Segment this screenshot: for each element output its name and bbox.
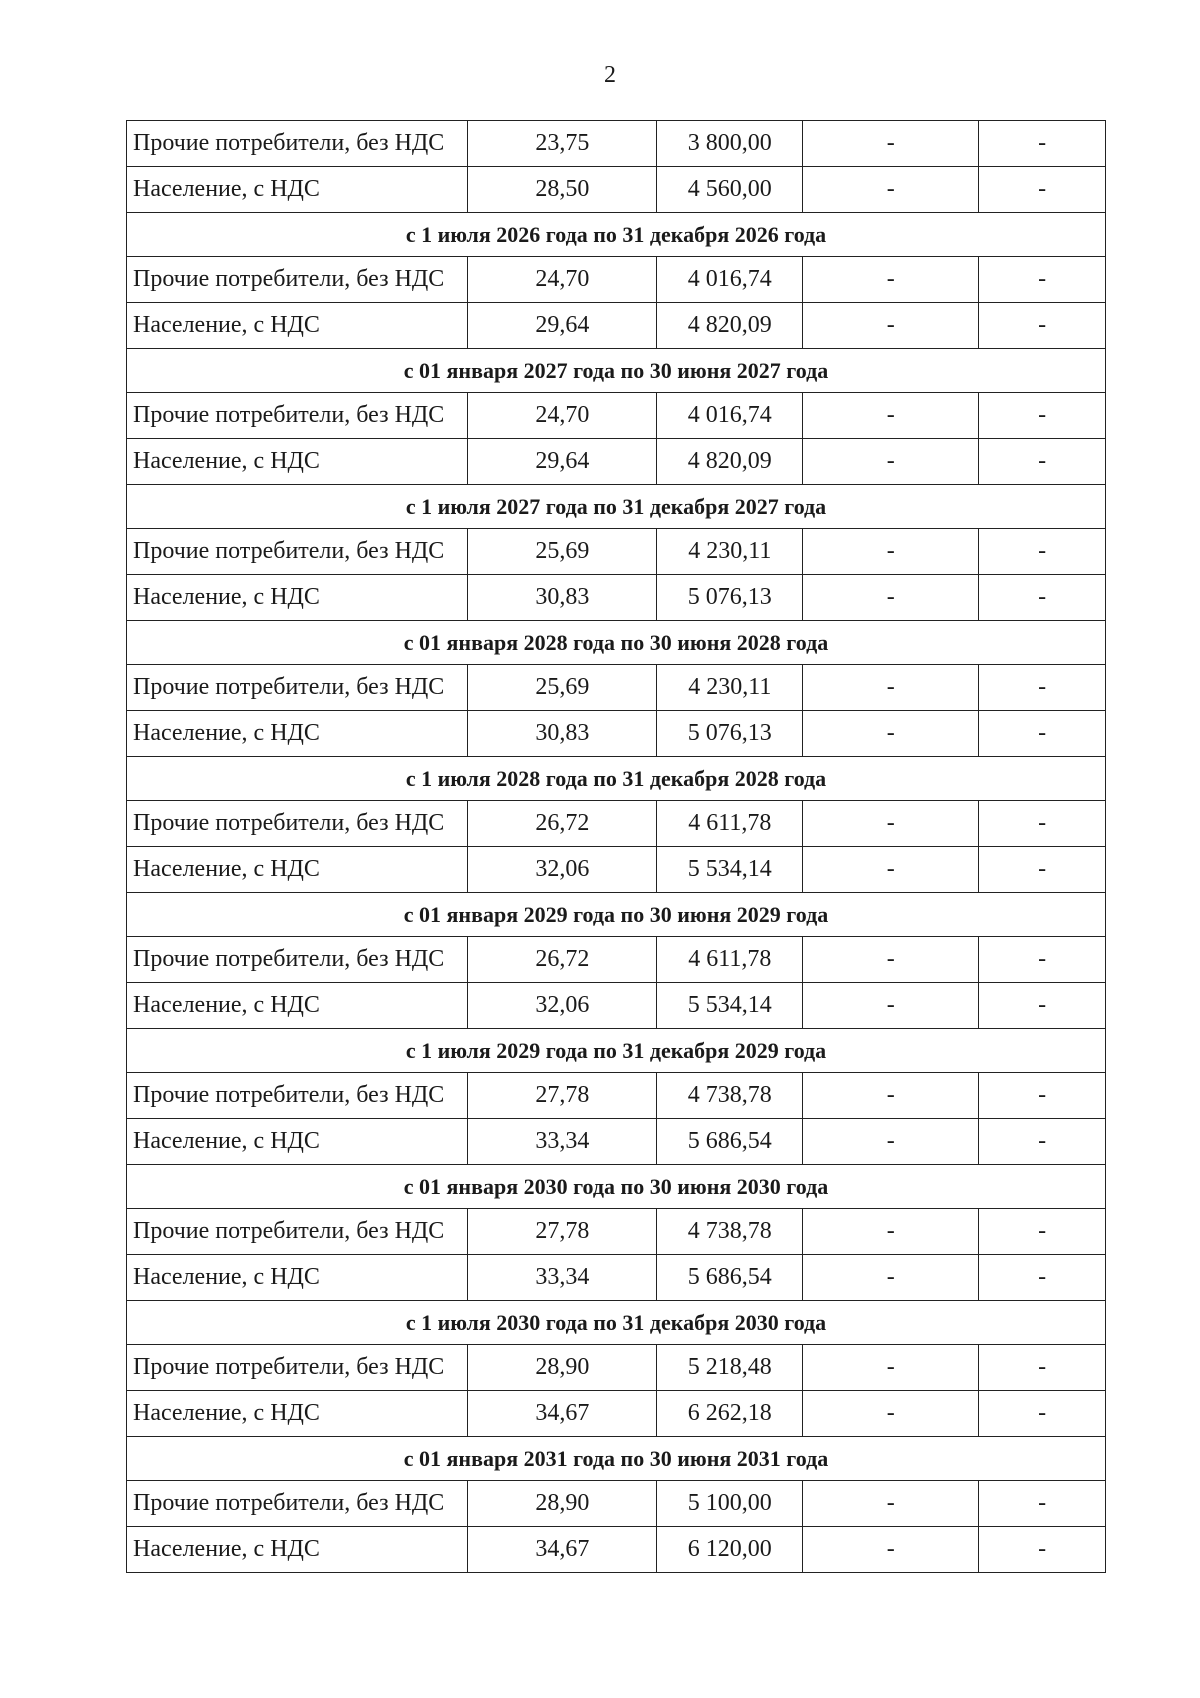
period-header-row bbox=[127, 893, 1106, 937]
rate-value-cell: 28,90 bbox=[468, 1481, 657, 1527]
rate-value-cell: 32,06 bbox=[468, 983, 657, 1029]
consumer-category-cell: Население, с НДС bbox=[127, 1527, 468, 1573]
amount-value-cell: 4 230,11 bbox=[657, 665, 803, 711]
empty-value-cell: - bbox=[979, 1345, 1106, 1391]
consumer-category-cell: Население, с НДС bbox=[127, 439, 468, 485]
period-label: с 1 июля 2027 года по 31 декабря 2027 года bbox=[127, 485, 1106, 529]
empty-value-cell: - bbox=[803, 983, 979, 1029]
empty-value-cell: - bbox=[979, 937, 1106, 983]
empty-value-cell: - bbox=[803, 575, 979, 621]
empty-value-cell: - bbox=[979, 1391, 1106, 1437]
rate-value-cell: 24,70 bbox=[468, 393, 657, 439]
amount-value-cell: 5 534,14 bbox=[657, 847, 803, 893]
empty-value-cell: - bbox=[803, 937, 979, 983]
period-label: с 1 июля 2028 года по 31 декабря 2028 года bbox=[127, 757, 1106, 801]
table-row bbox=[127, 575, 1106, 621]
table-row bbox=[127, 983, 1106, 1029]
amount-value-cell: 4 016,74 bbox=[657, 393, 803, 439]
table-row bbox=[127, 393, 1106, 439]
amount-value-cell: 4 738,78 bbox=[657, 1209, 803, 1255]
empty-value-cell: - bbox=[979, 1119, 1106, 1165]
empty-value-cell: - bbox=[979, 167, 1106, 213]
amount-value-cell: 4 611,78 bbox=[657, 937, 803, 983]
empty-value-cell: - bbox=[803, 1481, 979, 1527]
table-row bbox=[127, 711, 1106, 757]
amount-value-cell: 5 218,48 bbox=[657, 1345, 803, 1391]
consumer-category-cell: Население, с НДС bbox=[127, 983, 468, 1029]
rate-value-cell: 27,78 bbox=[468, 1209, 657, 1255]
empty-value-cell: - bbox=[979, 665, 1106, 711]
empty-value-cell: - bbox=[803, 121, 979, 167]
amount-value-cell: 4 016,74 bbox=[657, 257, 803, 303]
consumer-category-cell: Прочие потребители, без НДС bbox=[127, 1481, 468, 1527]
empty-value-cell: - bbox=[803, 1255, 979, 1301]
amount-value-cell: 4 230,11 bbox=[657, 529, 803, 575]
consumer-category-cell: Прочие потребители, без НДС bbox=[127, 1345, 468, 1391]
empty-value-cell: - bbox=[979, 575, 1106, 621]
rate-value-cell: 25,69 bbox=[468, 665, 657, 711]
period-header-row bbox=[127, 213, 1106, 257]
amount-value-cell: 6 262,18 bbox=[657, 1391, 803, 1437]
empty-value-cell: - bbox=[803, 257, 979, 303]
empty-value-cell: - bbox=[803, 801, 979, 847]
consumer-category-cell: Население, с НДС bbox=[127, 847, 468, 893]
amount-value-cell: 5 686,54 bbox=[657, 1255, 803, 1301]
rate-value-cell: 33,34 bbox=[468, 1255, 657, 1301]
empty-value-cell: - bbox=[979, 711, 1106, 757]
period-label: с 01 января 2030 года по 30 июня 2030 года bbox=[127, 1165, 1106, 1209]
empty-value-cell: - bbox=[979, 529, 1106, 575]
amount-value-cell: 5 100,00 bbox=[657, 1481, 803, 1527]
rate-value-cell: 23,75 bbox=[468, 121, 657, 167]
rate-value-cell: 30,83 bbox=[468, 711, 657, 757]
empty-value-cell: - bbox=[803, 847, 979, 893]
consumer-category-cell: Прочие потребители, без НДС bbox=[127, 257, 468, 303]
empty-value-cell: - bbox=[979, 439, 1106, 485]
consumer-category-cell: Прочие потребители, без НДС bbox=[127, 801, 468, 847]
consumer-category-cell: Прочие потребители, без НДС bbox=[127, 937, 468, 983]
table-row bbox=[127, 1255, 1106, 1301]
empty-value-cell: - bbox=[979, 1481, 1106, 1527]
empty-value-cell: - bbox=[979, 983, 1106, 1029]
table-row bbox=[127, 529, 1106, 575]
amount-value-cell: 4 738,78 bbox=[657, 1073, 803, 1119]
consumer-category-cell: Население, с НДС bbox=[127, 711, 468, 757]
table-row bbox=[127, 1073, 1106, 1119]
amount-value-cell: 4 611,78 bbox=[657, 801, 803, 847]
period-label: с 01 января 2031 года по 30 июня 2031 года bbox=[127, 1437, 1106, 1481]
table-row bbox=[127, 937, 1106, 983]
period-label: с 01 января 2028 года по 30 июня 2028 года bbox=[127, 621, 1106, 665]
empty-value-cell: - bbox=[803, 1527, 979, 1573]
empty-value-cell: - bbox=[803, 711, 979, 757]
empty-value-cell: - bbox=[979, 801, 1106, 847]
table-row bbox=[127, 1391, 1106, 1437]
rate-value-cell: 28,50 bbox=[468, 167, 657, 213]
empty-value-cell: - bbox=[803, 303, 979, 349]
period-header-row bbox=[127, 1437, 1106, 1481]
table-row bbox=[127, 1345, 1106, 1391]
period-header-row bbox=[127, 621, 1106, 665]
empty-value-cell: - bbox=[803, 1391, 979, 1437]
rate-value-cell: 29,64 bbox=[468, 303, 657, 349]
rate-value-cell: 30,83 bbox=[468, 575, 657, 621]
consumer-category-cell: Прочие потребители, без НДС bbox=[127, 665, 468, 711]
empty-value-cell: - bbox=[979, 1527, 1106, 1573]
amount-value-cell: 3 800,00 bbox=[657, 121, 803, 167]
table-row bbox=[127, 665, 1106, 711]
rate-value-cell: 26,72 bbox=[468, 801, 657, 847]
amount-value-cell: 5 076,13 bbox=[657, 575, 803, 621]
table-row bbox=[127, 1209, 1106, 1255]
empty-value-cell: - bbox=[979, 1209, 1106, 1255]
table-row bbox=[127, 439, 1106, 485]
amount-value-cell: 5 534,14 bbox=[657, 983, 803, 1029]
consumer-category-cell: Население, с НДС bbox=[127, 303, 468, 349]
consumer-category-cell: Население, с НДС bbox=[127, 1391, 468, 1437]
consumer-category-cell: Прочие потребители, без НДС bbox=[127, 393, 468, 439]
rate-value-cell: 29,64 bbox=[468, 439, 657, 485]
empty-value-cell: - bbox=[803, 529, 979, 575]
tariff-table-body bbox=[127, 121, 1106, 1573]
rate-value-cell: 34,67 bbox=[468, 1527, 657, 1573]
consumer-category-cell: Прочие потребители, без НДС bbox=[127, 1209, 468, 1255]
table-row bbox=[127, 303, 1106, 349]
period-label: с 1 июля 2026 года по 31 декабря 2026 года bbox=[127, 213, 1106, 257]
rate-value-cell: 32,06 bbox=[468, 847, 657, 893]
empty-value-cell: - bbox=[979, 303, 1106, 349]
table-row bbox=[127, 1527, 1106, 1573]
consumer-category-cell: Население, с НДС bbox=[127, 167, 468, 213]
page-number: 2 bbox=[604, 62, 616, 88]
table-row bbox=[127, 847, 1106, 893]
empty-value-cell: - bbox=[803, 439, 979, 485]
empty-value-cell: - bbox=[979, 257, 1106, 303]
empty-value-cell: - bbox=[803, 167, 979, 213]
period-label: с 01 января 2029 года по 30 июня 2029 года bbox=[127, 893, 1106, 937]
table-row bbox=[127, 121, 1106, 167]
rate-value-cell: 24,70 bbox=[468, 257, 657, 303]
table-row bbox=[127, 801, 1106, 847]
amount-value-cell: 5 076,13 bbox=[657, 711, 803, 757]
period-header-row bbox=[127, 1029, 1106, 1073]
empty-value-cell: - bbox=[803, 1119, 979, 1165]
amount-value-cell: 6 120,00 bbox=[657, 1527, 803, 1573]
table-row bbox=[127, 1119, 1106, 1165]
empty-value-cell: - bbox=[979, 393, 1106, 439]
empty-value-cell: - bbox=[803, 393, 979, 439]
empty-value-cell: - bbox=[979, 121, 1106, 167]
amount-value-cell: 4 820,09 bbox=[657, 303, 803, 349]
consumer-category-cell: Прочие потребители, без НДС bbox=[127, 529, 468, 575]
tariff-table bbox=[126, 120, 1106, 1573]
period-header-row bbox=[127, 485, 1106, 529]
consumer-category-cell: Прочие потребители, без НДС bbox=[127, 1073, 468, 1119]
amount-value-cell: 4 560,00 bbox=[657, 167, 803, 213]
rate-value-cell: 27,78 bbox=[468, 1073, 657, 1119]
table-row bbox=[127, 257, 1106, 303]
empty-value-cell: - bbox=[979, 1073, 1106, 1119]
table-row bbox=[127, 167, 1106, 213]
rate-value-cell: 25,69 bbox=[468, 529, 657, 575]
consumer-category-cell: Население, с НДС bbox=[127, 575, 468, 621]
empty-value-cell: - bbox=[979, 1255, 1106, 1301]
table-row bbox=[127, 1481, 1106, 1527]
period-header-row bbox=[127, 757, 1106, 801]
period-header-row bbox=[127, 1165, 1106, 1209]
amount-value-cell: 4 820,09 bbox=[657, 439, 803, 485]
rate-value-cell: 28,90 bbox=[468, 1345, 657, 1391]
empty-value-cell: - bbox=[803, 1209, 979, 1255]
consumer-category-cell: Прочие потребители, без НДС bbox=[127, 121, 468, 167]
rate-value-cell: 33,34 bbox=[468, 1119, 657, 1165]
consumer-category-cell: Население, с НДС bbox=[127, 1255, 468, 1301]
period-header-row bbox=[127, 1301, 1106, 1345]
empty-value-cell: - bbox=[803, 665, 979, 711]
amount-value-cell: 5 686,54 bbox=[657, 1119, 803, 1165]
consumer-category-cell: Население, с НДС bbox=[127, 1119, 468, 1165]
empty-value-cell: - bbox=[979, 847, 1106, 893]
rate-value-cell: 34,67 bbox=[468, 1391, 657, 1437]
empty-value-cell: - bbox=[803, 1345, 979, 1391]
period-label: с 1 июля 2030 года по 31 декабря 2030 года bbox=[127, 1301, 1106, 1345]
period-header-row bbox=[127, 349, 1106, 393]
period-label: с 01 января 2027 года по 30 июня 2027 года bbox=[127, 349, 1106, 393]
period-label: с 1 июля 2029 года по 31 декабря 2029 года bbox=[127, 1029, 1106, 1073]
rate-value-cell: 26,72 bbox=[468, 937, 657, 983]
empty-value-cell: - bbox=[803, 1073, 979, 1119]
